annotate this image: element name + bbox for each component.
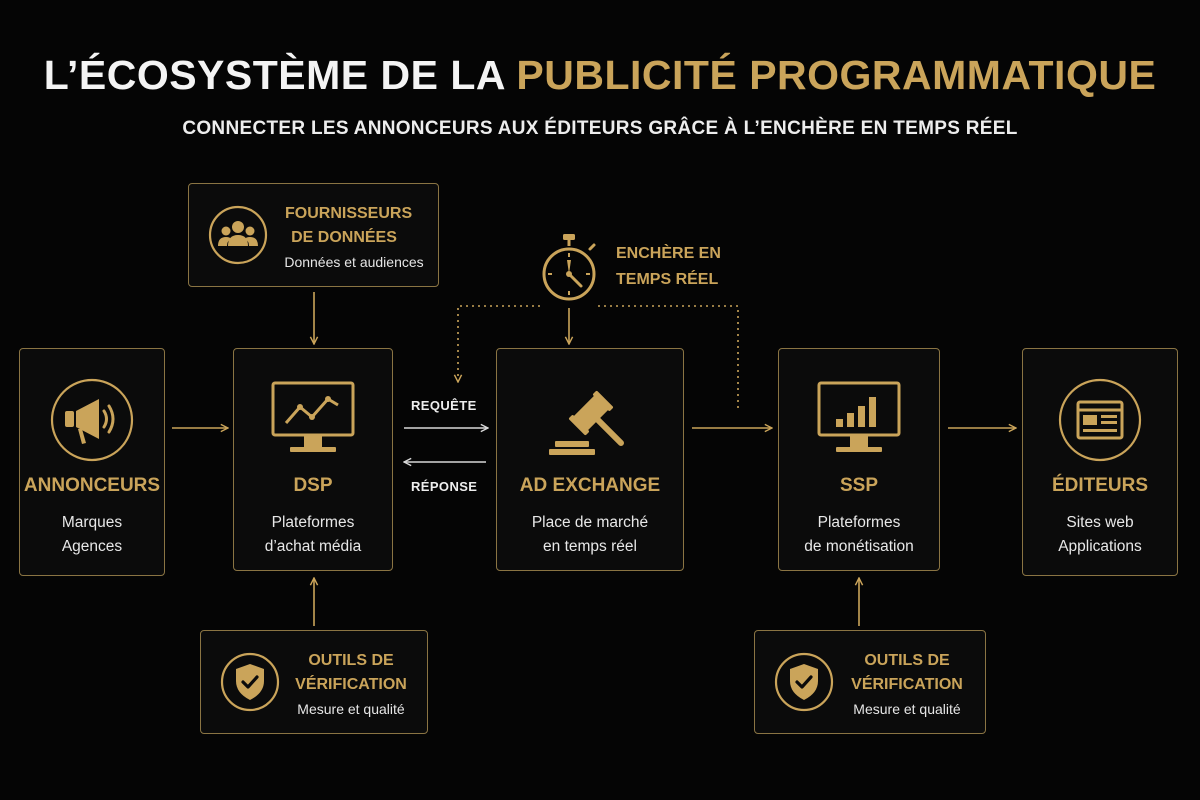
side-node-title xyxy=(287,649,415,697)
node-title: ANNONCEURS xyxy=(23,475,161,496)
node-desc-line2: d’achat média xyxy=(264,538,362,555)
rtb-label-line1: ENCHÈRE EN xyxy=(616,245,721,262)
node-title: AD EXCHANGE xyxy=(519,475,661,496)
node-dsp xyxy=(233,348,393,571)
node-data-providers xyxy=(188,183,439,287)
request-label: REQUÊTE xyxy=(411,398,477,413)
shield-check-icon xyxy=(219,651,281,713)
side-title-line2: DE DONNÉES xyxy=(291,229,397,246)
node-desc-line1: Sites web xyxy=(1066,514,1134,531)
node-verification-left xyxy=(200,630,428,734)
side-node-description: Données et audiences xyxy=(284,254,424,270)
node-title: DSP xyxy=(293,475,333,496)
node-description xyxy=(497,511,683,559)
node-desc-line1: Place de marché xyxy=(531,514,649,531)
stopwatch-icon xyxy=(534,232,604,304)
node-annonceurs xyxy=(19,348,165,576)
rtb-label-line2: TEMPS RÉEL xyxy=(616,271,719,288)
node-description xyxy=(20,511,164,559)
node-ssp xyxy=(778,348,940,571)
node-description xyxy=(779,511,939,559)
browser-window-icon xyxy=(1057,377,1143,463)
node-description xyxy=(234,511,392,559)
side-node-title xyxy=(285,202,413,250)
node-desc-line2: de monétisation xyxy=(804,538,914,555)
page-subtitle: CONNECTER LES ANNONCEURS AUX ÉDITEURS GRÂCE À L’ENCHÈRE EN TEMPS RÉEL xyxy=(182,118,1018,139)
monitor-chart-icon xyxy=(268,379,358,459)
gavel-icon xyxy=(545,383,635,459)
node-ad-exchange xyxy=(496,348,684,571)
node-desc-line2: Applications xyxy=(1058,538,1142,555)
megaphone-icon xyxy=(49,377,135,463)
side-title-line1: OUTILS DE xyxy=(308,652,394,669)
node-title: ÉDITEURS xyxy=(1051,475,1149,496)
node-title: SSP xyxy=(839,475,879,496)
node-description xyxy=(1023,511,1177,559)
side-title-line2: VÉRIFICATION xyxy=(295,676,407,693)
title-white: L’ÉCOSYSTÈME DE LA xyxy=(43,52,517,98)
node-desc-line1: Plateformes xyxy=(271,514,355,531)
rtb-label xyxy=(616,241,721,293)
node-verification-right xyxy=(754,630,986,734)
response-label: RÉPONSE xyxy=(411,479,478,494)
side-node-title xyxy=(843,649,971,697)
users-icon xyxy=(207,204,269,266)
node-desc-line2: Agences xyxy=(61,538,123,555)
title-gold: PUBLICITÉ PROGRAMMATIQUE xyxy=(516,52,1157,98)
node-editeurs xyxy=(1022,348,1178,576)
side-node-description: Mesure et qualité xyxy=(853,701,961,717)
side-title-line2: VÉRIFICATION xyxy=(851,676,963,693)
node-desc-line1: Plateformes xyxy=(817,514,901,531)
side-title-line1: FOURNISSEURS xyxy=(285,205,413,222)
node-desc-line1: Marques xyxy=(61,514,123,531)
side-title-line1: OUTILS DE xyxy=(864,652,950,669)
monitor-bars-icon xyxy=(814,379,904,459)
node-desc-line2: en temps réel xyxy=(543,538,637,555)
side-node-description: Mesure et qualité xyxy=(297,701,405,717)
shield-check-icon xyxy=(773,651,835,713)
